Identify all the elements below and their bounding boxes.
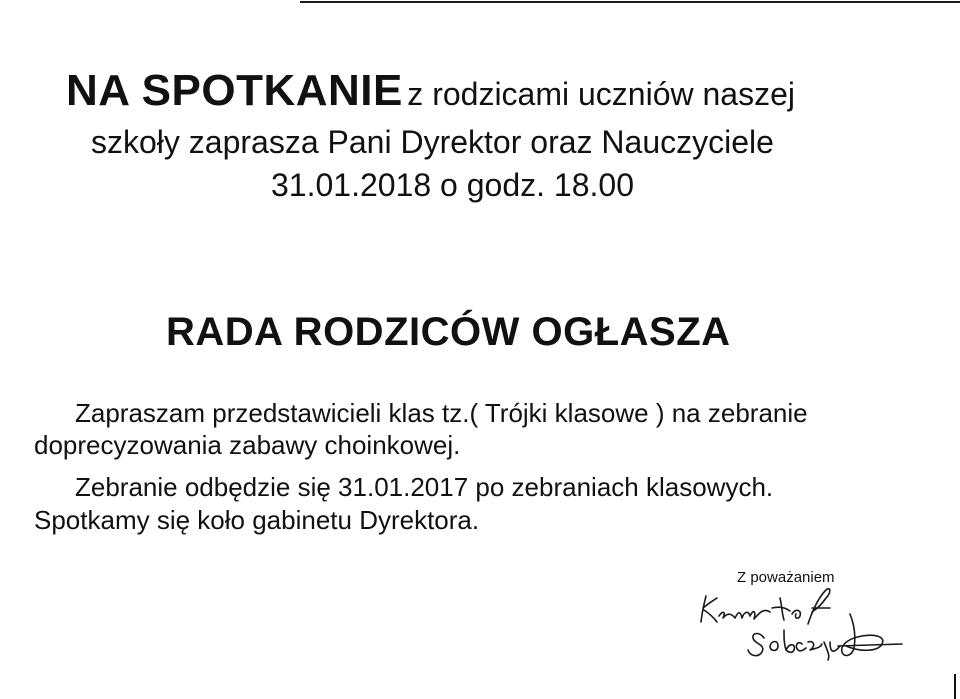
announcement-p1-line2: doprecyzowania zabawy choinkowej. xyxy=(34,430,461,460)
announcement-p1-line1: Zapraszam przedstawicieli klas tz.( Trójki klasowe ) na zebranie xyxy=(75,398,808,428)
scan-top-border xyxy=(300,1,960,3)
notice-line-2: szkoły zaprasza Pani Dyrektor oraz Nauczyciele xyxy=(91,124,774,160)
handwritten-signature xyxy=(690,586,905,661)
headline-bold: NA SPOTKANIE xyxy=(66,66,403,115)
scan-edge-mark xyxy=(954,674,956,699)
announcement-p2-line1: Zebranie odbędzie się 31.01.2017 po zebraniach klasowych. xyxy=(75,472,774,502)
salutation: Z poważaniem xyxy=(737,569,835,586)
headline-rest: z rodzicami uczniów naszej xyxy=(407,76,795,112)
headline-line xyxy=(66,66,795,116)
announcement-p2-line2: Spotkamy się koło gabinetu Dyrektora. xyxy=(34,505,480,535)
announcement-title: RADA RODZICÓW OGŁASZA xyxy=(166,310,731,354)
notice-date-line: 31.01.2018 o godz. 18.00 xyxy=(271,167,634,203)
